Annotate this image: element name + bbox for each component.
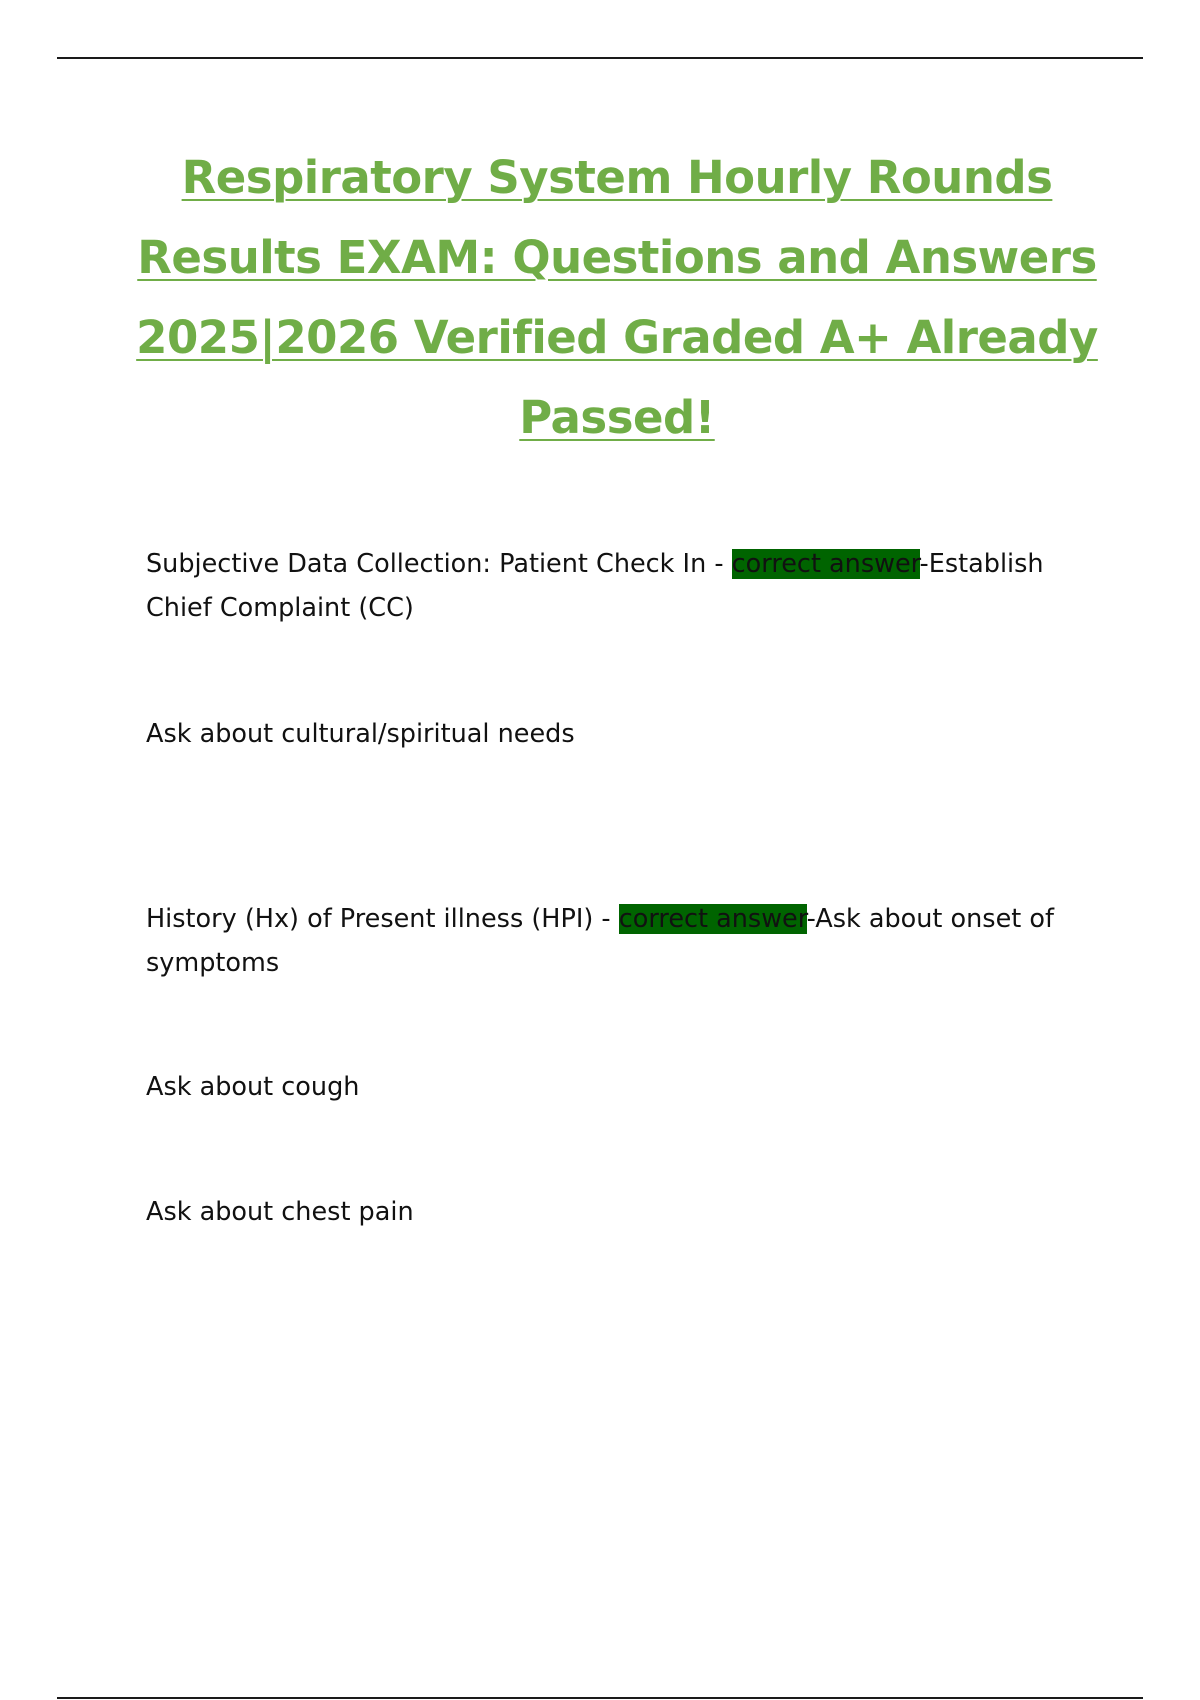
correct-answer-highlight: correct answer: [618, 904, 807, 934]
top-rule: [57, 57, 1143, 59]
qa-item-chest-pain: Ask about chest pain: [146, 1197, 414, 1227]
answer-text: -Establish Chief Complaint (CC): [146, 549, 1044, 623]
qa-item-cultural-needs: Ask about cultural/spiritual needs: [146, 719, 575, 749]
qa-item-chief-complaint: [146, 542, 1106, 630]
bottom-rule: [57, 1697, 1143, 1699]
question-text: History (Hx) of Present illness (HPI) -: [146, 904, 619, 934]
qa-item-cough: Ask about cough: [146, 1072, 360, 1102]
document-title: Respiratory System Hourly Rounds Results EXAM: Questions and Answers 2025|2026 Verified Graded A+ Already Passed!: [136, 151, 1098, 444]
correct-answer-highlight: correct answer: [731, 549, 920, 579]
qa-item-hpi: [146, 897, 1106, 985]
answer-text: -Ask about onset of symptoms: [146, 904, 1054, 978]
question-text: Subjective Data Collection: Patient Check In -: [146, 549, 732, 579]
